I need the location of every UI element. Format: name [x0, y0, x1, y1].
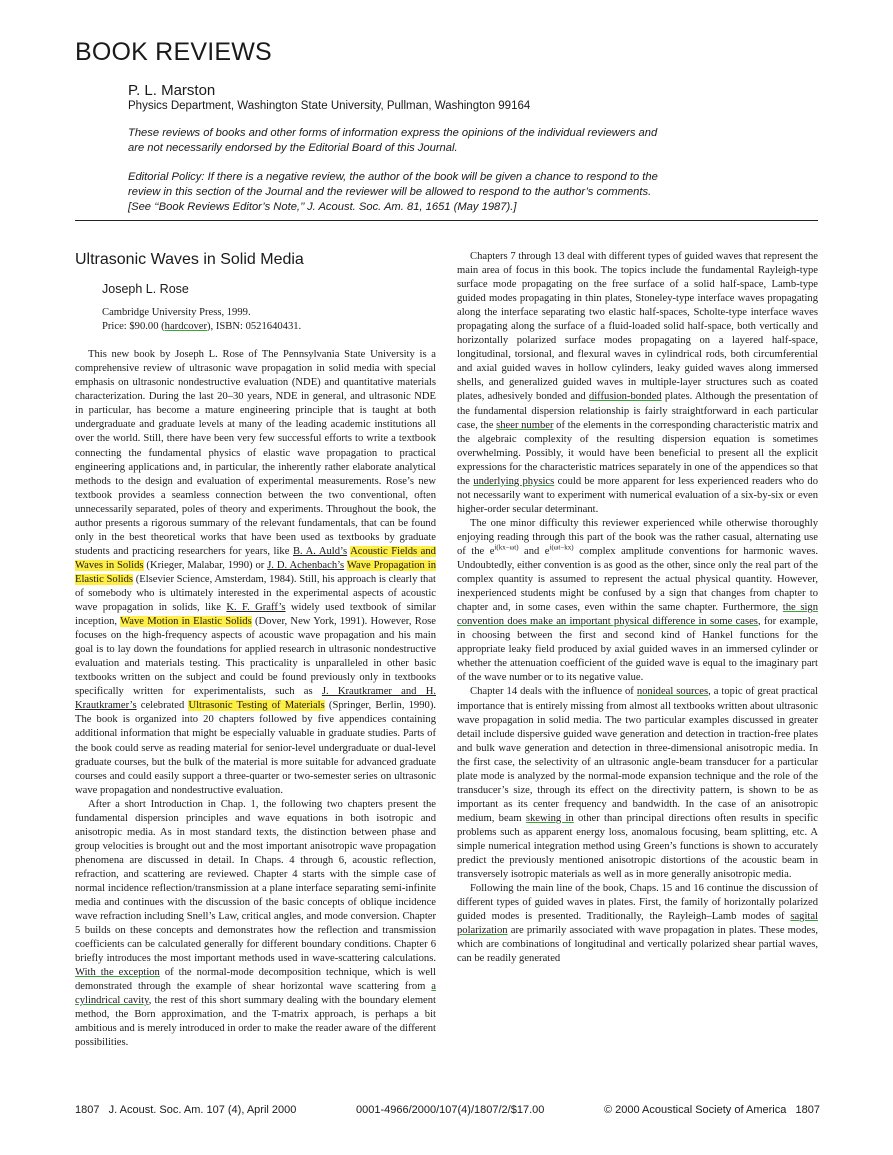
- exception-annotation[interactable]: With the exception: [75, 967, 160, 979]
- sheer-annotation[interactable]: sheer number: [496, 419, 554, 431]
- footer-copyright: © 2000 Acoustical Society of America 1807: [603, 1104, 820, 1116]
- achenbach-link[interactable]: J. D. Achenbach’s: [267, 559, 345, 571]
- paragraph-5: Chapter 14 deals with the influence of nonideal sources, a topic of great practical importance that is entirely missing from almost all textbooks written about ultrasonic wave propagation in solid media. The two particular examples discussed in greater detail include dispersive guided wave generation and detection in traction-free plates and bulk wave generation and detection in three-dimensional anisotropic media. In the first case, the selectivity of an ultrasonic angle-beam transducer for a particular plate mode is analyzed by the normal-mode expansion technique and the role of the transducer’s size, through its effect on the directivity pattern, is shown to be as important as its center frequency and bandwidth. In the case of an anisotropic medium, beam skewing in other than principal directions often results in specific problems such as apparent energy loss, anomalous focusing, beam splitting, etc. A simple numerical integration method using Green’s functions is shown to accurately predict the previously mentioned anisotropic distortions of the acoustic beam in transversely isotropic materials as well as in more generally anisotropic media.: [457, 686, 819, 881]
- price-suffix: ), ISBN: 0521640431.: [207, 321, 302, 333]
- graff-book-highlight[interactable]: Wave Motion in Elastic Solids: [120, 616, 252, 628]
- paragraph-2: After a short Introduction in Chap. 1, the following two chapters present the fundamental dispersion principles and wave equations in both isotropic and anisotropic media. As in most standard texts, the distinction between phase and group velocities is brought out and the most important anisotropic wave propagation phenomena are discussed in detail. In Chaps. 4 through 6, acoustic reflection, refraction, and scattering are reviewed. Chapter 4 starts with the simple case of normal incidence reflection/transmission at a plane interface separating semi-infinite media and continues with the discussion of the basic concepts of oblique incidence wave refraction including Snell’s Law, critical angles, and mode conversion. Chapter 5 builds on these concepts and demonstrates how the reflection and transmission coefficients can be calculated generally for different boundary conditions. Chapter 6 briefly introduces the most important methods used in wave-scattering calculations. With the exception of the normal-mode decomposition technique, which is well demonstrated through the example of shear horizontal wave scattering from a cylindrical cavity, the rest of this short summary dealing with the boundary element method, the Born approximation, and the T-matrix approach, is perhaps a bit ambitious and is merely introduced in order to make the reader aware of the different possibilities.: [75, 798, 436, 1049]
- convention-annotation[interactable]: the sign convention does make an important physical difference in some cases: [457, 602, 818, 628]
- cavity-annotation[interactable]: a cylindrical cavity: [75, 981, 436, 1007]
- auld-link[interactable]: B. A. Auld’s: [292, 545, 348, 557]
- publisher: Cambridge University Press, 1999.: [102, 307, 251, 319]
- underlying-annotation[interactable]: underlying physics: [473, 475, 555, 487]
- graff-link[interactable]: K. F. Graff’s: [226, 602, 286, 614]
- binding-annotation[interactable]: hardcover: [164, 321, 208, 333]
- auld-book-highlight[interactable]: Acoustic Fields and Waves in Solids: [75, 545, 436, 571]
- skewing-annotation[interactable]: skewing in: [525, 812, 574, 824]
- footer-citation: 1807 J. Acoust. Soc. Am. 107 (4), April 2000: [75, 1104, 297, 1116]
- krautkramer-book-highlight[interactable]: Ultrasonic Testing of Materials: [188, 700, 325, 712]
- price-prefix: Price: $90.00 (: [102, 321, 165, 333]
- disclaimer-note: These reviews of books and other forms of information express the opinions of the individual reviewers and are not necessarily endorsed by the Editorial Board of this Journal.: [128, 127, 658, 154]
- footer-code: 0001-4966/2000/107(4)/1807/2/$17.00: [355, 1104, 545, 1116]
- paragraph-4: The one minor difficulty this reviewer experienced while otherwise thoroughly enjoying reading through this part of the book was the rather casual, alternating use of the $e^{i(kx-\omega t)}$ and $e^{i(\omega t-kx)}$ complex amplitude conventions for harmonic waves. Undoubtedly, either convention is as good as the other, since only the real part of the complex quantity is assumed to represent the actual physical quantity. However, inexperienced students might be confused by a sign that changes from chapter to chapter and, in some cases, even within the same chapter. Furthermore, the sign convention does make an important physical difference in some cases, for example, in choosing between the first and second kind of Hankel functions for the appropriate leaky field produced by axial guided waves in an immersed cylinder or whether the attenuation coefficient of the guided wave is equal to the imaginary part of the wave number or to its negative value.: [457, 517, 818, 684]
- paragraph-3: Chapters 7 through 13 deal with different types of guided waves that represent the main area of focus in this book. The topics include the fundamental Rayleigh-type surface mode propagating on the free surface of a solid half-space, Lamb-type guided modes propagating in thin plates, Stoneley-type interface waves propagating along the interface separating two elastic half-spaces, Scholte-type interface waves propagating along the surface of a fluid-loaded solid half-space, both vertically and horizontally polarized surface modes propagating on a layered half-space, longitudinal, torsional, and flexural waves in cylindrical rods, both circumferential and axial guided waves in hollow cylinders, leaky guided waves along immersed shells, and generalized guided waves in multiple-layer structures such as coated plates, adhesively bonded and diffusion-bonded plates. Although the presentation of the fundamental dispersion relationship is fairly straightforward in each particular case, the sheer number of the elements in the corresponding characteristic matrix and the algebraic complexity of the resulting dispersion equation is sometimes overwhelming. Possibly, it would have been beneficial to present all the explicit expressions for the characteristic matrices separately in one of the appendices so that the underlying physics could be more apparent for less experienced readers who do not necessarily want to experiment with numerical evaluation of a six-by-six or even higher-order secular determinant.: [457, 251, 819, 515]
- achenbach-book-highlight[interactable]: Wave Propagation in Elastic Solids: [75, 559, 436, 585]
- paragraph-1: This new book by Joseph L. Rose of The Pennsylvania State University is a comprehensive review of ultrasonic wave propagation in solid media with special emphasis on ultrasonic nondestructive evaluation (NDE) and quantitative materials characterization. During the last 20–30 years, NDE in general, and ultrasonic NDE in particular, has become a mature engineering principle that is taught at both undergraduate and graduate levels at many of the leading academic institutions all over the world. Still, there have been very few successful efforts to write a textbook connecting the fundamental physics of elastic wave propagation to practical engineering applications and, in particular, the inherently rather elaborate analytical methods to the design and evaluation of experimental measurements. Rose’s new textbook provides a seamless connection between the two conventional, often unnecessarily separated, poles of theory and experiments. Throughout the book, the author presents a rigorous summary of the relevant fundamentals, that can be found only in the best theoretical works that have been used as textbooks by graduate students and practicing researchers for years, like B. A. Auld’s Acoustic Fields and Waves in Solids (Krieger, Malabar, 1990) or J. D. Achenbach’s Wave Propagation in Elastic Solids (Elsevier Science, Amsterdam, 1984). Still, his approach is clearly that of somebody who is ultimately interested in the experimental aspects of acoustic wave propagation in solids, like K. F. Graff’s widely used textbook of similar inception, Wave Motion in Elastic Solids (Dover, New York, 1991). However, Rose focuses on the high-frequency aspects of acoustic wave propagation and his main goal is to lay down the foundations for applied research in ultrasonic nondestructive evaluation and materials testing. This practicality is unparalleled in other basic textbooks written on the subject and could be found previously only in textbooks specifically written for experimentalists, such as J. Krautkramer and H. Krautkramer’s celebrated Ultrasonic Testing of Materials (Springer, Berlin, 1990). The book is organized into 20 chapters followed by five appendices containing additional information that might be especially valuable in graduate studies. Parts of the book could serve as reading material for senior-level undergraduate or dual-level graduate courses, but the bulk of the material is more suitable for advanced graduate courses and could easily support a three-quarter or two-semester series on ultrasonic wave propagation and nondestructive evaluation.: [75, 349, 437, 796]
- left-column: [75, 245, 436, 1051]
- right-column: [457, 250, 818, 966]
- section-title: BOOK REVIEWS: [75, 38, 272, 66]
- sagital-annotation[interactable]: sagital polarization: [457, 911, 818, 937]
- editor-affiliation: Physics Department, Washington State University, Pullman, Washington 99164: [128, 100, 531, 112]
- krautkramer-link[interactable]: J. Krautkramer and H. Krautkramer’s: [75, 686, 436, 712]
- publication-info: [102, 306, 436, 334]
- review-author: Joseph L. Rose: [102, 282, 189, 297]
- header-rule: [75, 220, 818, 221]
- nonideal-annotation[interactable]: nonideal sources: [636, 686, 709, 698]
- paragraph-6: Following the main line of the book, Chaps. 15 and 16 continue the discussion of different types of guided waves in plates. First, the family of horizontally polarized guided modes is presented. Traditionally, the Rayleigh–Lamb modes of sagital polarization are primarily associated with wave propagation in plates. These modes, which are combinations of longitudinal and vertically polarized shear partial waves, can be readily generated: [457, 883, 818, 965]
- review-title: Ultrasonic Waves in Solid Media: [75, 251, 304, 268]
- page-footer: [75, 1104, 820, 1116]
- editorial-policy-note: Editorial Policy: If there is a negative review, the author of the book will be given a chance to respond to the review in this section of the Journal and the reviewer will be allowed to respond to the author’s comments. [See ‘‘Book Reviews Editor’s Note,’’ J. Acoust. Soc. Am. 81, 1651 (May 1987).]: [128, 171, 658, 213]
- diffusion-annotation[interactable]: diffusion-bonded: [588, 391, 662, 403]
- editor-name: P. L. Marston: [128, 82, 216, 99]
